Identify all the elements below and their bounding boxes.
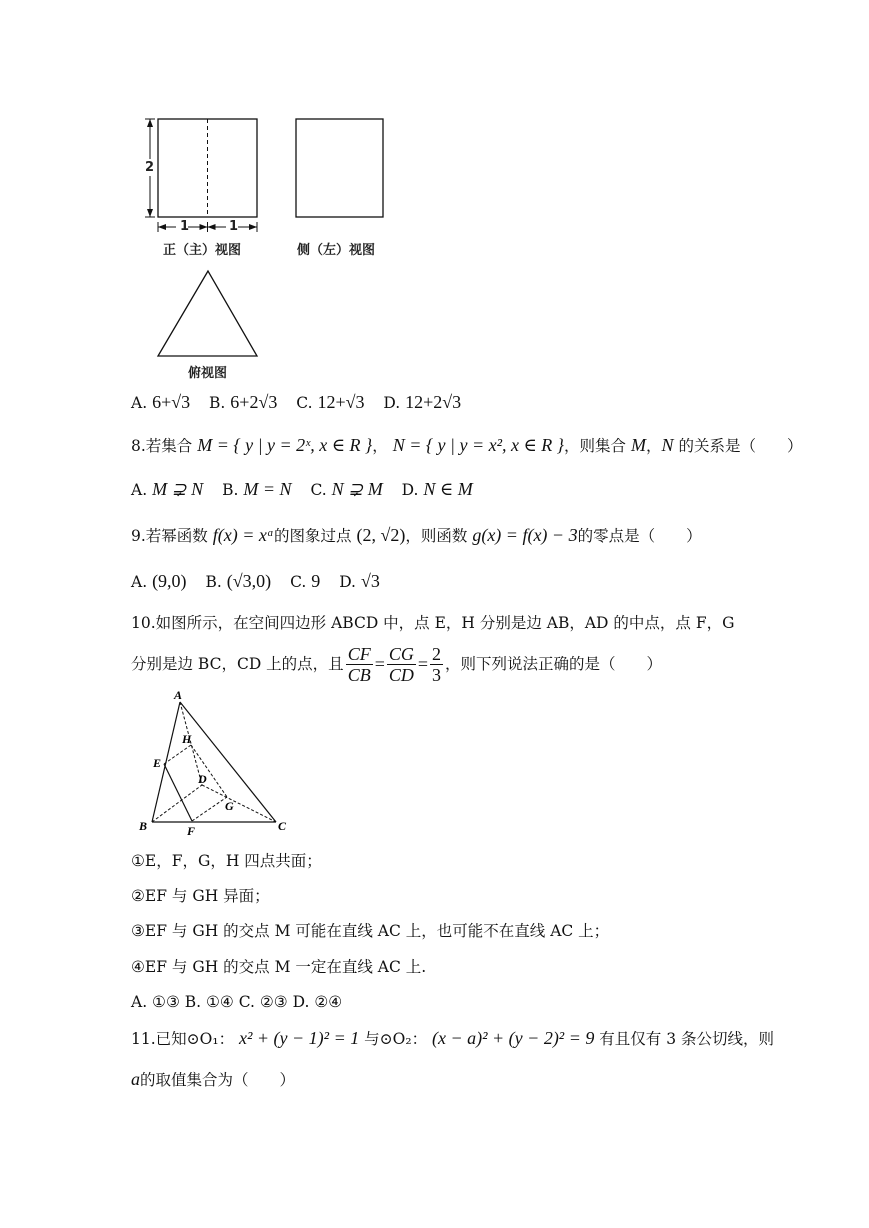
q10-stem-line1: 10.如图所示，在空间四边形 ABCD 中，点 E，H 分别是边 AB，AD 的中点，点 F，G	[131, 614, 735, 632]
q7-option-a: A. 6+√3	[131, 392, 191, 412]
q8-set-n: N = { y | y = x², x ∈ R }	[392, 435, 565, 455]
q10-stem-line2: 分别是边 BC，CD 上的点，且 $\frac{CF}{CB}$ = $\frac{CG}{CD}$ = $\frac{2}{3}$ ，则下列说法正确的是（ ）	[131, 643, 663, 685]
q10-statement-1: ①E，F，G，H 四点共面；	[131, 852, 322, 870]
q10-statement-3: ③EF 与 GH 的交点 M 可能在直线 AC 上，也可能不在直线 AC 上；	[131, 922, 610, 940]
top-view-caption: 俯视图	[188, 366, 228, 381]
q10-statement-2: ②EF 与 GH 异面；	[131, 887, 270, 905]
q11-stem-line1: 11.已知⊙O₁： x² + (y − 1)² = 1 与⊙O₂： (x − a)² + (y − 2)² = 9 有且仅有 3 条公切线，则	[131, 1028, 775, 1048]
side-view-caption: 侧（左）视图	[297, 243, 376, 258]
q9-stem: 9.若幂函数 f(x) = xᵅ的图象过点 (2, √2)，则函数 g(x) = f(x) − 3的零点是（ ）	[131, 525, 702, 545]
q10-frac-cg-cd: $\frac{CG}{CD}$	[388, 643, 414, 685]
q8-stem: 8.若集合 M = { y | y = 2ˣ, x ∈ R }， N = { y | y = x², x ∈ R }，则集合 M，N 的关系是（ ）	[131, 435, 803, 455]
q7-option-d: D. 12+2√3	[383, 392, 462, 412]
vertex-b-label: B	[139, 819, 148, 833]
q8-options: A. M ⊋ N B. M = N C. N ⊋ M D. N ∈ M	[131, 479, 473, 499]
front-view-caption: 正（主）视图	[163, 243, 242, 258]
vertex-d-label: D	[198, 772, 207, 786]
q10-frac-cf-cb: $\frac{CF}{CB}$	[347, 643, 371, 685]
top-view-triangle	[158, 271, 257, 356]
vertex-a-label: A	[174, 688, 183, 702]
q10-frac-two-thirds: $\frac{2}{3}$	[432, 643, 442, 685]
q8-set-m: M = { y | y = 2ˣ, x ∈ R }	[197, 435, 373, 455]
dim-right-label: 1	[229, 219, 239, 234]
dim-left-label: 1	[180, 219, 190, 234]
point-e-label: E	[153, 756, 162, 770]
q11-stem-line2: a的取值集合为（ ）	[131, 1069, 296, 1089]
point-g-label: G	[225, 799, 234, 813]
point-h-label: H	[182, 732, 192, 746]
q7-options	[131, 391, 461, 414]
point-f-label: F	[187, 824, 196, 838]
q7-option-c: C. 12+√3	[296, 392, 365, 412]
vertex-c-label: C	[278, 819, 287, 833]
q10-statement-4: ④EF 与 GH 的交点 M 一定在直线 AC 上.	[131, 958, 427, 976]
q10-options: A. ①③ B. ①④ C. ②③ D. ②④	[131, 993, 343, 1011]
q9-options: A. (9,0) B. (√3,0) C. 9 D. √3	[131, 571, 380, 591]
dim-height-label: 2	[145, 160, 155, 175]
tetrahedron-figure	[134, 685, 294, 840]
q7-option-b: B. 6+2√3	[209, 392, 278, 412]
side-view-rect	[296, 119, 383, 217]
